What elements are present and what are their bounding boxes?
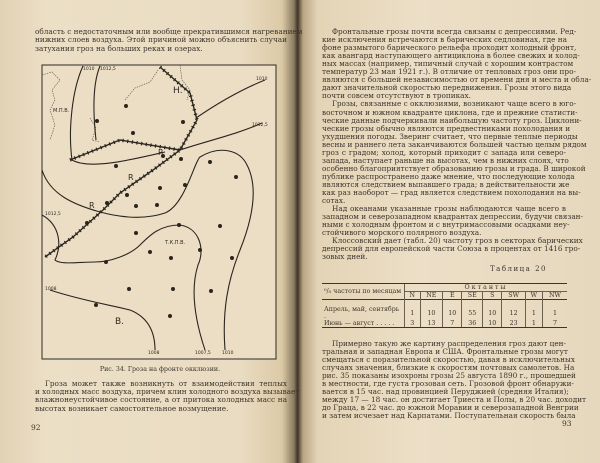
text-line: гроз с градом; холод, который приходит с запада или северо- bbox=[322, 147, 566, 157]
table-column-header: N bbox=[405, 292, 421, 300]
text-line: Примерно такую же картину распределения гроз дают цен- bbox=[332, 339, 566, 348]
text-line: стойчивого морского полярного воздуха. bbox=[322, 228, 482, 238]
text-line: Гроза может также возникнуть от взаимодействия теплых bbox=[45, 379, 287, 388]
text-line: нижних слоев воздуха. Этой причиной можно объяснить случаи bbox=[35, 35, 287, 45]
table-cell: 3 bbox=[405, 320, 421, 328]
table-group-header: Октанты bbox=[405, 284, 568, 292]
table-row-header: ⁰/₀ частоты по месяцам bbox=[322, 284, 405, 300]
text-line: до Граца, в 22 час. до южной Моравии и северозападной Венгрии bbox=[322, 403, 579, 412]
text-line: ческие данные подчеркивали наибольшую частоту гроз. Циклони- bbox=[322, 115, 582, 125]
table-cell: 1 bbox=[525, 320, 542, 328]
low-pressure-label: В. bbox=[115, 317, 125, 327]
table-row bbox=[322, 320, 567, 328]
text-line: кие исключения встречаются в барических седловинах, где на bbox=[322, 35, 567, 45]
table-cell: 12 bbox=[502, 300, 525, 321]
text-line: сотах. bbox=[322, 196, 346, 206]
text-line: почти совсем отсутствуют в тропиках. bbox=[322, 91, 471, 101]
isobar-label: 1007,5 bbox=[195, 351, 211, 356]
text-line: влажнонеустойчивое состояние, а от притока холодных масс на bbox=[35, 395, 287, 405]
text-line: являются следствием выпавшего града; в действительности же bbox=[322, 179, 570, 189]
table-row-label: Апрель, май, сентябрь . bbox=[324, 306, 400, 320]
isobar-label: 1010 bbox=[222, 351, 234, 356]
isobar-label: 1008 bbox=[45, 287, 57, 292]
table-column-header: SE bbox=[462, 292, 483, 300]
text-line: тральная и западная Европа и США. Фронтальные грозы могут bbox=[322, 347, 568, 356]
front-label: R bbox=[89, 201, 95, 210]
isobar-label: 1010 bbox=[83, 67, 95, 72]
isobar-label: 1008 bbox=[148, 351, 160, 356]
text-line: депрессий для европейской части Союза в процентах от 1416 гро- bbox=[322, 244, 581, 254]
text-line: дают значительной скоростью передвижения. Грозы этого вида bbox=[322, 83, 572, 93]
text-line: затухания гроз на больших реках и озерах. bbox=[35, 43, 203, 53]
isobar-label: 1010 bbox=[256, 77, 268, 82]
text-line: область с недостаточным или вообще прекратившимся нагреванием bbox=[35, 27, 303, 36]
map-frame bbox=[42, 65, 276, 359]
text-line: как авангард наступающего антициклона в более свежих и холод- bbox=[322, 51, 580, 61]
text-line: и холодных масс воздуха, причем клин холодного воздуха вызывает bbox=[35, 387, 300, 397]
text-line: Над океанами указанные грозы наблюдаются чаще всего в bbox=[332, 204, 566, 214]
table-row bbox=[322, 300, 567, 321]
text-line: как раз наоборот — град является следствием похолодания на вы- bbox=[322, 188, 581, 197]
text-line: рис. 35 показаны изохроны грозы 25 августа 1890 г., прошедшей bbox=[322, 371, 576, 380]
table-row-label: Июнь — август . . . . . bbox=[322, 320, 405, 328]
text-line: и затем исчезает над Карпатами. Поступательная скорость была bbox=[322, 411, 576, 420]
table-cell: 7 bbox=[542, 320, 567, 328]
text-line: случаях значения, близкие к скоростям почтовых самолетов. На bbox=[322, 363, 575, 372]
table-column-header: E bbox=[443, 292, 462, 300]
page-number: 93 bbox=[562, 419, 572, 428]
text-line: западном и северозападном квадрантах депрессии, будучи связан- bbox=[322, 212, 584, 222]
table-cell: 36 bbox=[462, 320, 483, 328]
isobar-label: 1012,5 bbox=[252, 123, 268, 128]
text-line: ухудшения погоды. Зверинг считает, что первые теплые периоды bbox=[322, 131, 578, 141]
page-number: 92 bbox=[31, 423, 41, 432]
table-cell: 1 bbox=[525, 300, 542, 321]
text-line: между 17 — 18 час. он достигает Триеста и Полы, в 20 час. доходит bbox=[322, 395, 587, 404]
text-line: высотах возникает самостоятельное возмущение. bbox=[35, 403, 229, 413]
text-line: фоне размытого барического рельефа проходит холодный фронт, bbox=[322, 43, 577, 53]
isobar-label: 1012,5 bbox=[100, 67, 116, 72]
table-cell: 10 bbox=[483, 320, 502, 328]
figure-caption: Рис. 34. Гроза на фронте окклюзии. bbox=[99, 366, 221, 373]
table-cell: 10 bbox=[420, 300, 442, 321]
front-label: R bbox=[128, 173, 134, 182]
high-pressure-label: Н. bbox=[173, 86, 183, 96]
right-page bbox=[300, 0, 600, 463]
table-cell: 1 bbox=[542, 300, 567, 321]
isobar-label: 1012,5 bbox=[45, 212, 61, 217]
air-mass-label: М.П.В. bbox=[53, 108, 70, 114]
front-label: R bbox=[158, 148, 164, 157]
text-line: запада, наступает раньше на высотах, чем в нижних слоях, что bbox=[322, 155, 569, 165]
table-cell: 7 bbox=[443, 320, 462, 328]
text-line: Грозы, связанные с окклюзиями, возникают чаще всего в юго- bbox=[332, 99, 577, 109]
table-cell: 1 bbox=[405, 300, 421, 321]
air-mass-label: Т.К.П.В. bbox=[165, 240, 186, 246]
table-column-header: SW bbox=[502, 292, 525, 300]
text-line: зовых дней. bbox=[322, 252, 368, 262]
table-column-header: NE bbox=[420, 292, 442, 300]
text-line: особенно благоприятствует образованию грозы и града. В широкой bbox=[322, 163, 586, 173]
text-line: вается в 15 час. над провинцией Перуджией (средняя Италия); bbox=[322, 387, 569, 396]
table-cell: 10 bbox=[483, 300, 502, 321]
octant-frequency-table bbox=[322, 283, 567, 328]
text-line: Фронтальные грозы почти всегда связаны с депрессиями. Ред- bbox=[332, 27, 577, 36]
text-line: смещаться с поразительной скоростью, давая в исключительных bbox=[322, 355, 575, 364]
table-title: Таблица 20 bbox=[490, 265, 547, 273]
table-cell: 55 bbox=[462, 300, 483, 321]
table-column-header: W bbox=[525, 292, 542, 300]
table-cell: 10 bbox=[443, 300, 462, 321]
text-line: Клоссовский дает (табл. 20) частоту гроз в секторах барических bbox=[332, 236, 583, 246]
text-line: являются с большей независимостью от времени дня и места и обла- bbox=[322, 75, 592, 85]
text-line: в местности, где густа грозовая сеть. Грозовой фронт обнаружи- bbox=[322, 379, 574, 388]
text-line: температур 23 мая 1921 г.). В отличие от тепловых гроз они про- bbox=[322, 67, 576, 77]
text-line: восточном и южном квадранте циклона, где и прежние статисти- bbox=[322, 107, 578, 117]
table-cell: 13 bbox=[420, 320, 442, 328]
text-line: ческие грозы обычно являются предвестниками похолодания и bbox=[322, 123, 571, 133]
text-line: публике распространено даже мнение, что последующие холода bbox=[322, 171, 575, 181]
table-column-header: S bbox=[483, 292, 502, 300]
weather-map-figure bbox=[0, 0, 303, 370]
text-line: ными с холодным фронтом и с внутримассовыми осадками неу- bbox=[322, 220, 570, 230]
table-column-header: NW bbox=[542, 292, 567, 300]
text-line: весны и раннего лета заканчиваются большей частью целым рядом bbox=[322, 139, 587, 149]
table-cell: 23 bbox=[502, 320, 525, 328]
text-line: ных массах (например, типичный случай с хорошим контрастом bbox=[322, 59, 574, 69]
